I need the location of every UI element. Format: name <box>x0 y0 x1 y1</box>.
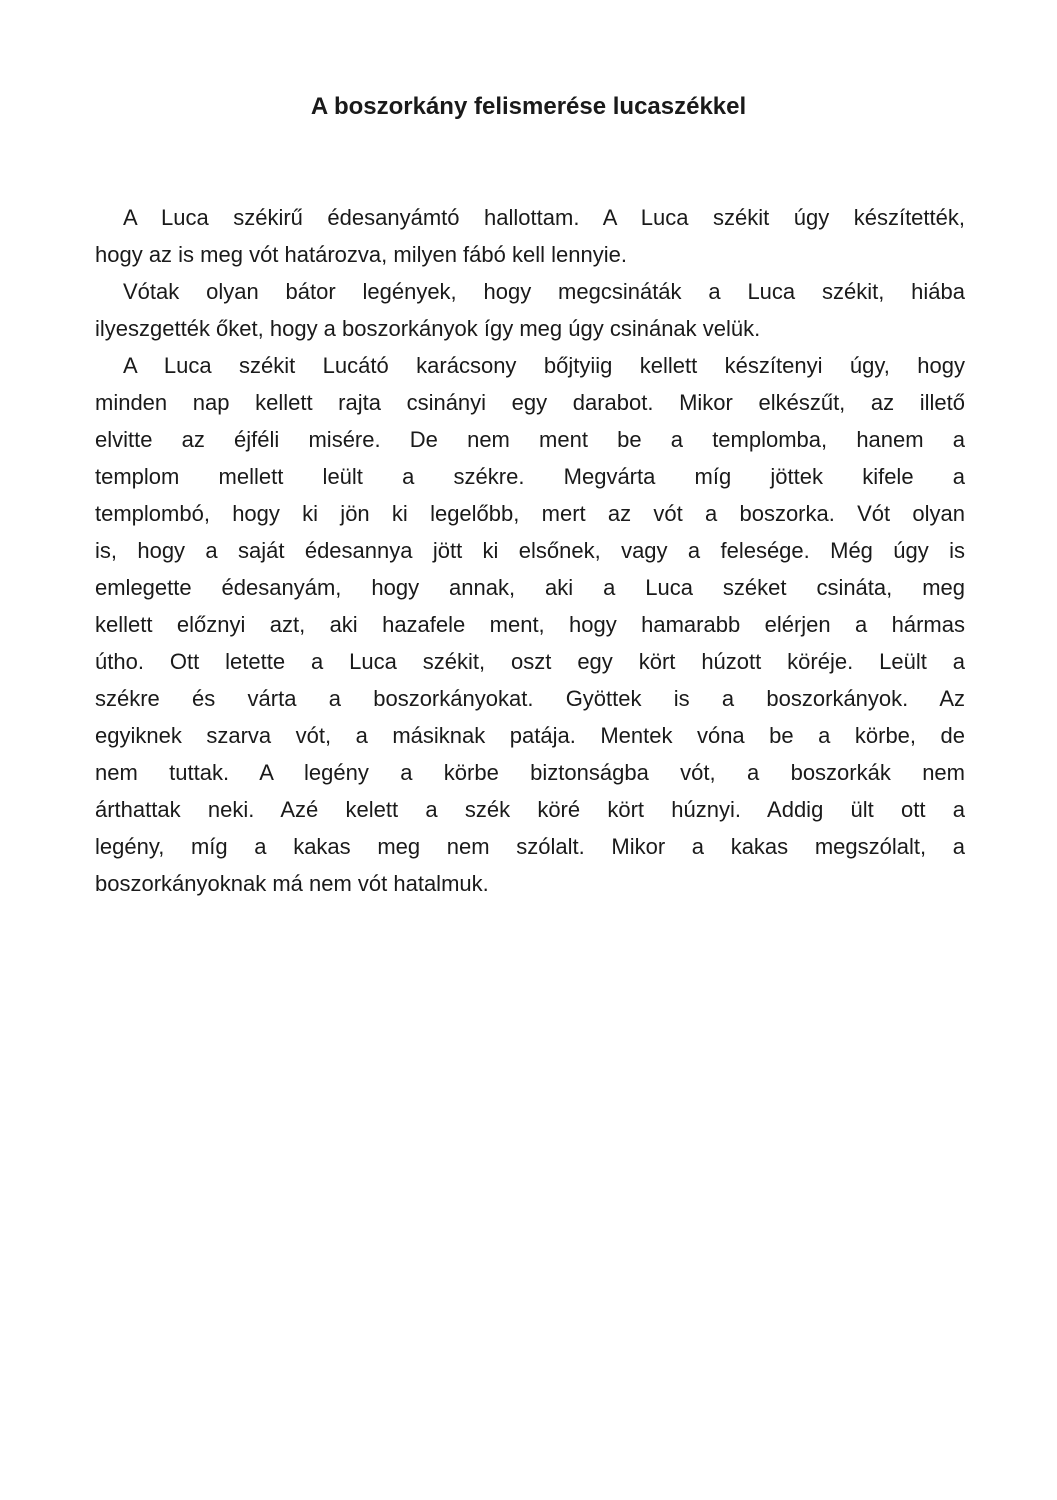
text-line: is, hogy a saját édesannya jött ki elsőnek, vagy a felesége. Még úgy is <box>95 538 965 563</box>
text-line: hogy az is meg vót határozva, milyen fábó kell lennyie. <box>95 242 627 267</box>
text-line: árthattak neki. Azé kelett a szék köré kört húznyi. Addig ült ott a <box>95 797 965 822</box>
paragraph <box>95 347 965 902</box>
text-line: minden nap kellett rajta csinányi egy darabot. Mikor elkészűt, az illető <box>95 390 965 415</box>
document-body <box>95 199 965 902</box>
text-line: székre és várta a boszorkányokat. Gyöttek is a boszorkányok. Az <box>95 686 965 711</box>
paragraph <box>95 199 965 273</box>
text-line: útho. Ott letette a Luca székit, oszt egy kört húzott köréje. Leült a <box>95 649 965 674</box>
text-line: A Luca székirű édesanyámtó hallottam. A Luca székit úgy készítették, <box>123 205 965 230</box>
text-line: ilyeszgették őket, hogy a boszorkányok így meg úgy csinának velük. <box>95 316 761 341</box>
document-title: A boszorkány felismerése lucaszékkel <box>310 93 747 120</box>
text-line: elvitte az éjféli misére. De nem ment be a templomba, hanem a <box>95 427 965 452</box>
paragraph <box>95 273 965 347</box>
text-line: egyiknek szarva vót, a másiknak patája. Mentek vóna be a körbe, de <box>95 723 965 748</box>
text-line: legény, míg a kakas meg nem szólalt. Mikor a kakas megszólalt, a <box>95 834 965 859</box>
text-line: boszorkányoknak má nem vót hatalmuk. <box>95 871 489 896</box>
text-line: kellett előznyi azt, aki hazafele ment, hogy hamarabb elérjen a hármas <box>95 612 965 637</box>
text-line: templom mellett leült a székre. Megvárta míg jöttek kifele a <box>95 464 965 489</box>
text-line: emlegette édesanyám, hogy annak, aki a Luca széket csináta, meg <box>95 575 965 600</box>
text-line: templombó, hogy ki jön ki legelőbb, mert az vót a boszorka. Vót olyan <box>95 501 965 526</box>
text-line: nem tuttak. A legény a körbe biztonságba vót, a boszorkák nem <box>95 760 965 785</box>
text-line: Vótak olyan bátor legények, hogy megcsináták a Luca székit, hiába <box>123 279 965 304</box>
text-line: A Luca székit Lucátó karácsony bőjtyiig kellett készítenyi úgy, hogy <box>123 353 965 378</box>
